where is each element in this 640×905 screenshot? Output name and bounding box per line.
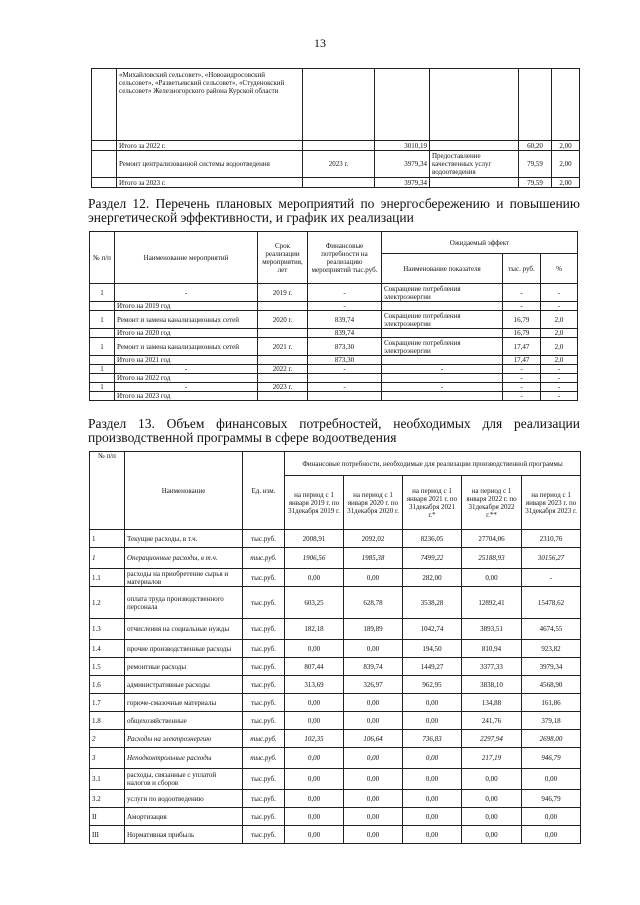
table-row: 1 - 2023 г. - - - - <box>90 383 578 392</box>
table-cell: общехозяйственные <box>125 712 243 730</box>
table-row <box>90 587 581 619</box>
table-cell: 1.5 <box>90 658 125 676</box>
table-row <box>90 619 581 640</box>
table-cell: 3 <box>90 748 125 769</box>
table-row <box>90 676 581 694</box>
header-indicator: Наименование показателя <box>382 254 503 284</box>
table-cell: Неподконтрольные расходы <box>125 748 243 769</box>
table-row: 1 Ремонт и замена канализационных сетей 2021 г. 873,30 Сокращение потребления электроэнергии 17,47 2,0 <box>90 338 578 356</box>
section-13-body <box>90 530 581 844</box>
header-period: на период с 1 января 2023 г. по 31декабря 2023 г. <box>522 476 581 530</box>
table-cell: 0,00 <box>462 808 522 826</box>
table-cell: 194,50 <box>403 640 462 658</box>
table-row <box>90 730 581 748</box>
header-effect: Ожидаемый эффект <box>382 232 578 254</box>
continuation-table <box>91 68 580 188</box>
table-cell: 0,00 <box>344 790 403 808</box>
table-cell: 1985,38 <box>344 548 403 569</box>
table-cell: 241,76 <box>462 712 522 730</box>
table-cell: 3538,28 <box>403 587 462 619</box>
table-cell: административные расходы <box>125 676 243 694</box>
table-cell: 0,00 <box>403 769 462 790</box>
table-cell: тыс.руб. <box>243 826 285 844</box>
table-cell: 134,88 <box>462 694 522 712</box>
table-cell: 182,18 <box>285 619 344 640</box>
table-cell: Текущие расходы, в т.ч. <box>125 530 243 548</box>
table-cell: 326,97 <box>344 676 403 694</box>
table-row <box>90 748 581 769</box>
section-13-table <box>89 451 581 844</box>
table-cell: 106,64 <box>344 730 403 748</box>
table-cell: 2698,00 <box>522 730 581 748</box>
header-pct: % <box>541 254 578 284</box>
table-cell: 2008,91 <box>285 530 344 548</box>
table-cell: 0,00 <box>285 569 344 587</box>
table-cell: 0,00 <box>285 712 344 730</box>
table-cell: Итого за 2023 г. <box>117 178 303 188</box>
table-cell: 0,00 <box>522 808 581 826</box>
table-cell: тыс.руб. <box>243 694 285 712</box>
table-cell: тыс.руб. <box>243 569 285 587</box>
table-row: 1 - 2022 г. - - - - <box>90 365 578 374</box>
table-cell: 0,00 <box>403 808 462 826</box>
table-cell: 2297,94 <box>462 730 522 748</box>
table-cell: 0,00 <box>344 808 403 826</box>
table-cell: 946,79 <box>522 748 581 769</box>
table-cell: 603,25 <box>285 587 344 619</box>
table-cell: тыс.руб. <box>243 808 285 826</box>
table-cell: услуги по водоотведению <box>125 790 243 808</box>
table-cell: тыс.руб. <box>243 790 285 808</box>
table-cell: 2310,76 <box>522 530 581 548</box>
header-term: Срок реализации мероприятия, лет <box>258 232 308 284</box>
table-cell: 3979,34 <box>522 658 581 676</box>
table-row: Ремонт централизованной системы водоотведения 2023 г. 3979,34 Предоставление качественных услуг водоотведения 79,59 2,00 <box>92 151 580 178</box>
header-period: на период с 1 января 2020 г. по 31декабря 2020 г. <box>344 476 403 530</box>
table-cell: тыс.руб. <box>243 730 285 748</box>
table-cell: 0,00 <box>344 826 403 844</box>
header-row <box>90 232 578 254</box>
table-cell: 0,00 <box>285 769 344 790</box>
table-cell: 810,94 <box>462 640 522 658</box>
table-cell: 30156,27 <box>522 548 581 569</box>
table-cell: 946,79 <box>522 790 581 808</box>
table-row: Итого за 2023 г. 3979,34 79,59 2,00 <box>92 178 580 188</box>
section-13-title: Раздел 13. Объем финансовых потребностей, необходимых для реализации производственной программы в сфере водоотведения <box>88 416 580 445</box>
table-cell: 923,82 <box>522 640 581 658</box>
table-cell: 1042,74 <box>403 619 462 640</box>
table-cell: 0,00 <box>403 790 462 808</box>
header-period: на период с 1 января 2021 г. по 31декабря 2021 г.* <box>403 476 462 530</box>
table-cell: тыс.руб. <box>243 548 285 569</box>
table-cell: 0,00 <box>344 712 403 730</box>
table-cell: 27704,06 <box>462 530 522 548</box>
table-cell: 0,00 <box>403 748 462 769</box>
table-cell: 1449,27 <box>403 658 462 676</box>
table-row <box>90 640 581 658</box>
table-cell: прочие производственные расходы <box>125 640 243 658</box>
table-row <box>90 658 581 676</box>
table-cell: - <box>522 569 581 587</box>
table-cell: тыс.руб. <box>243 640 285 658</box>
table-cell: 0,00 <box>344 694 403 712</box>
header-unit: тыс. руб. <box>503 254 541 284</box>
table-row <box>90 826 581 844</box>
table-cell: 0,00 <box>403 826 462 844</box>
table-cell: 962,95 <box>403 676 462 694</box>
table-cell: отчисления на социальные нужды <box>125 619 243 640</box>
table-cell: тыс.руб. <box>243 676 285 694</box>
table-cell: тыс.руб. <box>243 587 285 619</box>
table-row: Итого за 2022 г. 3010,19 60,20 2,00 <box>92 141 580 151</box>
table-cell: 0,00 <box>462 790 522 808</box>
table-cell: 1.7 <box>90 694 125 712</box>
table-cell: 0,00 <box>344 640 403 658</box>
table-cell: 15478,62 <box>522 587 581 619</box>
table-cell: 1906,56 <box>285 548 344 569</box>
table-cell: 0,00 <box>285 790 344 808</box>
table-cell: Расходы на электроэнергию <box>125 730 243 748</box>
page-number: 13 <box>314 36 326 50</box>
table-cell: II <box>90 808 125 826</box>
table-cell: 0,00 <box>522 826 581 844</box>
header-group: Финансовые потребности, необходимые для реализации производственной программы <box>285 452 581 476</box>
table-cell: Амортизация <box>125 808 243 826</box>
table-cell: 4674,55 <box>522 619 581 640</box>
table-cell: 2092,02 <box>344 530 403 548</box>
table-row: Итого на 2022 год - - <box>90 374 578 383</box>
table-cell: 8236,05 <box>403 530 462 548</box>
header-needs: Финансовые потребности на реализацию мероприятий тыс.руб. <box>308 232 382 284</box>
table-cell: горюче-смазочные материалы <box>125 694 243 712</box>
header-row <box>90 452 581 476</box>
header-num: № п/п <box>90 232 115 284</box>
table-cell: 0,00 <box>344 569 403 587</box>
section-12-table <box>89 231 578 401</box>
table-cell: 0,00 <box>344 748 403 769</box>
table-cell: 189,89 <box>344 619 403 640</box>
table-row <box>90 790 581 808</box>
table-cell: 7499,22 <box>403 548 462 569</box>
table-cell: 0,00 <box>462 569 522 587</box>
header-name: Наименование <box>125 452 243 530</box>
table-cell: 282,00 <box>403 569 462 587</box>
table-row <box>90 769 581 790</box>
section-12-title: Раздел 12. Перечень плановых мероприятий по энергосбережению и повышению энергетической эффективности, и график их реализации <box>88 196 580 225</box>
table-cell: 0,00 <box>403 712 462 730</box>
table-cell: 736,83 <box>403 730 462 748</box>
table-cell: 1 <box>90 548 125 569</box>
table-cell: 0,00 <box>285 640 344 658</box>
table-cell: 3.2 <box>90 790 125 808</box>
table-cell: 628,78 <box>344 587 403 619</box>
table-cell: 379,18 <box>522 712 581 730</box>
table-cell: 2 <box>90 730 125 748</box>
table-row <box>90 694 581 712</box>
table-row: Итого на 2023 год - - <box>90 392 578 401</box>
table-cell: 0,00 <box>285 748 344 769</box>
table-cell: 0,00 <box>285 826 344 844</box>
header-name: Наименование мероприятий <box>115 232 258 284</box>
table-cell: расходы на приобретение сырья и материалов <box>125 569 243 587</box>
table-cell: 0,00 <box>285 694 344 712</box>
table-cell: 1 <box>90 530 125 548</box>
table-cell: расходы, связанные с уплатой налогов и сборов <box>125 769 243 790</box>
table-cell: 25188,93 <box>462 548 522 569</box>
table-row: 1 - 2019 г. - Сокращение потребления электроэнергии - - <box>90 284 578 302</box>
table-cell: 0,00 <box>462 826 522 844</box>
table-cell: 313,69 <box>285 676 344 694</box>
table-row: Итого на 2021 год 873,30 17,47 2,0 <box>90 356 578 365</box>
table-row <box>90 808 581 826</box>
table-cell: 0,00 <box>403 694 462 712</box>
table-cell: тыс.руб. <box>243 619 285 640</box>
table-cell: 3893,51 <box>462 619 522 640</box>
table-cell: тыс.руб. <box>243 748 285 769</box>
table-cell: 1.2 <box>90 587 125 619</box>
table-cell: 3838,10 <box>462 676 522 694</box>
table-cell: 839,74 <box>344 658 403 676</box>
table-cell: 3377,33 <box>462 658 522 676</box>
table-row <box>92 69 580 141</box>
table-cell: 1.6 <box>90 676 125 694</box>
header-unit: Ед. изм. <box>243 452 285 530</box>
table-cell: 807,44 <box>285 658 344 676</box>
table-row: Итого на 2019 год - - - <box>90 302 578 311</box>
table-cell: 1.8 <box>90 712 125 730</box>
table-cell: 0,00 <box>344 769 403 790</box>
table-cell: оплата труда производственного персонала <box>125 587 243 619</box>
table-cell: Итого за 2022 г. <box>117 141 303 151</box>
table-cell: Нормативная прибыль <box>125 826 243 844</box>
table-cell: «Михайловский сельсовет», «Новоандросовский сельсовет», «Разветьевский сельсовет», «Студенокский сельсовет» Железногорского района Курской области <box>117 69 303 141</box>
table-cell: 161,86 <box>522 694 581 712</box>
table-row <box>90 569 581 587</box>
table-cell: ремонтные расходы <box>125 658 243 676</box>
table-row: 1 Ремонт и замена канализационных сетей 2020 г. 839,74 Сокращение потребления электроэнергии 16,79 2,0 <box>90 311 578 329</box>
table-cell: Ремонт централизованной системы водоотведения <box>117 151 303 178</box>
table-cell: 4568,90 <box>522 676 581 694</box>
table-cell: 102,35 <box>285 730 344 748</box>
table-cell: тыс.руб. <box>243 712 285 730</box>
table-row <box>90 548 581 569</box>
table-row <box>90 712 581 730</box>
table-cell: 1.3 <box>90 619 125 640</box>
table-row: Итого на 2020 год 839,74 16,79 2,0 <box>90 329 578 338</box>
table-cell: Операционные расходы, в т.ч. <box>125 548 243 569</box>
table-cell: 12892,41 <box>462 587 522 619</box>
table-cell: III <box>90 826 125 844</box>
table-cell: тыс.руб. <box>243 769 285 790</box>
table-row <box>90 530 581 548</box>
table-cell: тыс.руб. <box>243 530 285 548</box>
table-cell: тыс.руб. <box>243 658 285 676</box>
header-num: № п/п <box>90 452 125 530</box>
table-cell: 3.1 <box>90 769 125 790</box>
header-period: на период с 1 января 2019 г. по 31декабря 2019 г. <box>285 476 344 530</box>
table-cell: 217,19 <box>462 748 522 769</box>
table-cell: 0,00 <box>522 769 581 790</box>
header-period: на период с 1 января 2022 г. по 31декабря 2022 г.** <box>462 476 522 530</box>
table-cell: 0,00 <box>285 808 344 826</box>
table-cell: 1.4 <box>90 640 125 658</box>
table-cell: 1.1 <box>90 569 125 587</box>
table-cell: 0,00 <box>462 769 522 790</box>
